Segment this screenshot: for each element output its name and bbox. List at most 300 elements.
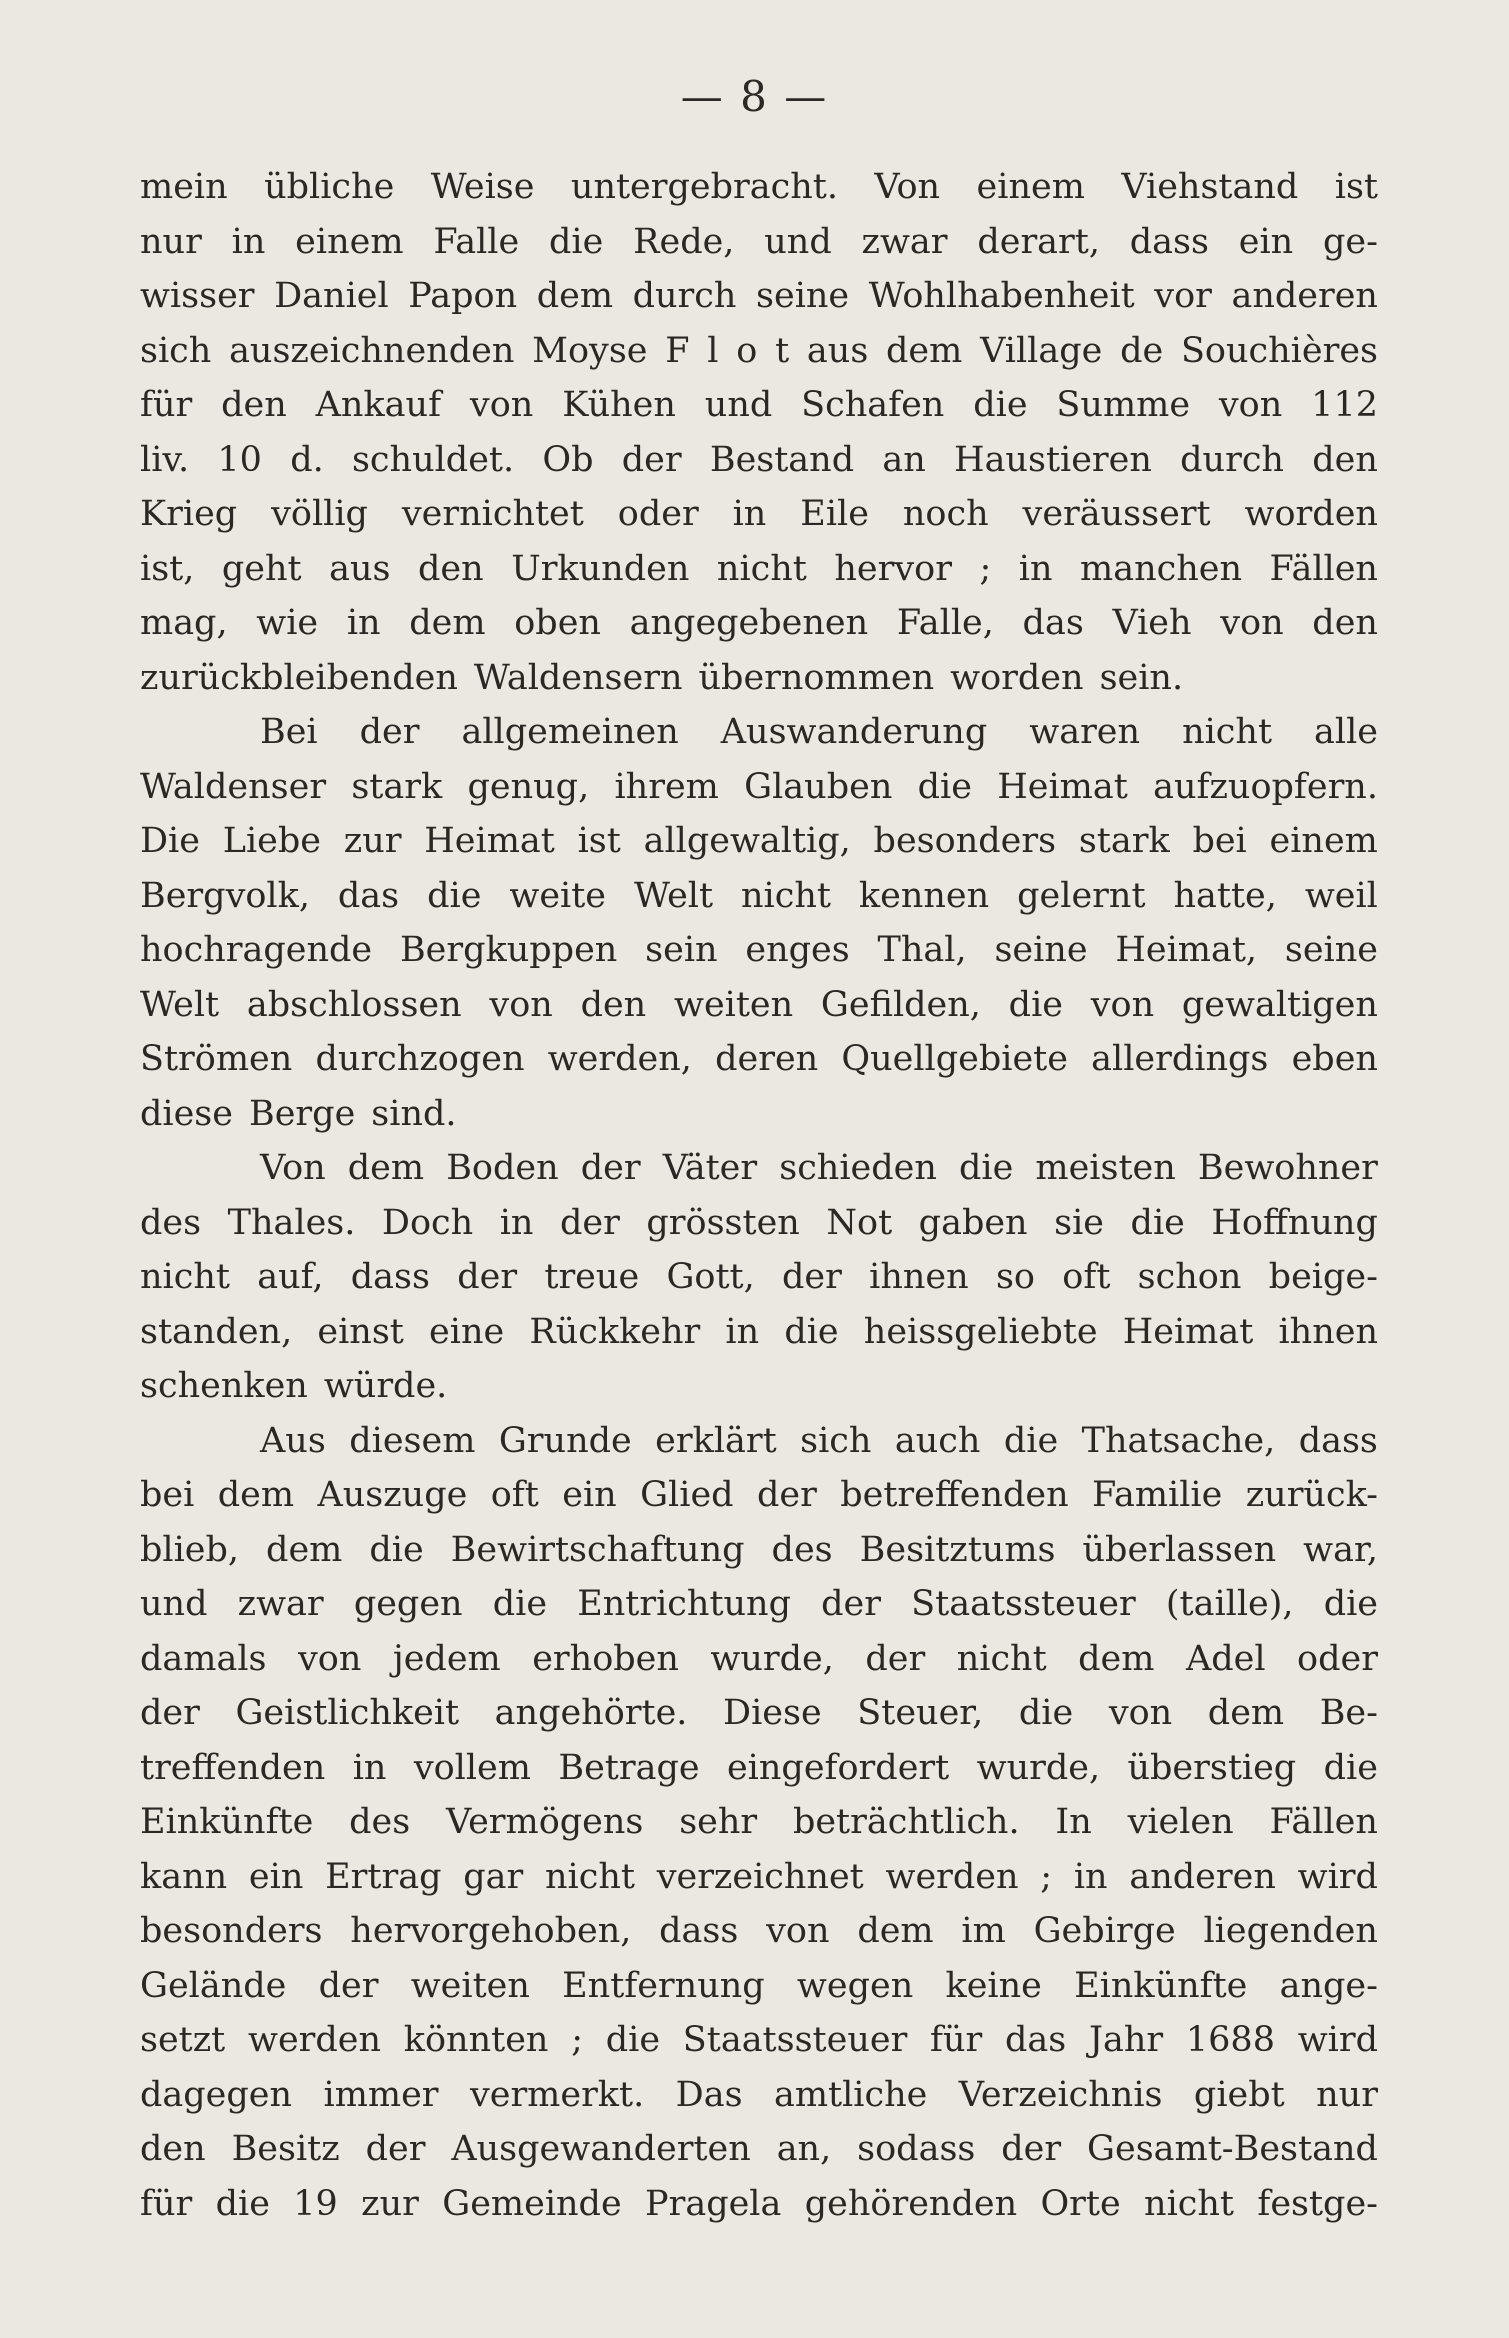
word: Heimat bbox=[424, 821, 555, 861]
word: Pragela bbox=[645, 2183, 782, 2224]
text-line bbox=[140, 1305, 1378, 1360]
word: wisser bbox=[140, 276, 255, 316]
word: die bbox=[1003, 1420, 1059, 1461]
word: an bbox=[882, 439, 926, 480]
word: für bbox=[140, 385, 193, 425]
word: vollem bbox=[413, 1747, 531, 1788]
word: den bbox=[418, 548, 484, 589]
word: Not bbox=[826, 1202, 893, 1243]
word: besonders bbox=[873, 821, 1057, 861]
word: ist bbox=[1334, 167, 1378, 207]
word: durchzogen bbox=[315, 1039, 525, 1079]
word: des bbox=[349, 1802, 411, 1842]
word: 1688 bbox=[1185, 2020, 1275, 2060]
word: manchen bbox=[1080, 548, 1243, 589]
word: eingefordert bbox=[726, 1747, 950, 1788]
word: hatte, bbox=[1173, 875, 1277, 916]
text-line bbox=[140, 324, 1378, 379]
word: alle bbox=[1314, 712, 1378, 752]
text-line bbox=[140, 705, 1378, 760]
word: Rückkehr bbox=[529, 1311, 701, 1352]
word: auch bbox=[894, 1420, 981, 1461]
word: dem bbox=[1078, 1638, 1155, 1679]
word: Orte bbox=[1040, 2183, 1121, 2224]
word: in bbox=[1018, 548, 1053, 589]
text-line bbox=[140, 2122, 1378, 2177]
text-line bbox=[140, 1414, 1378, 1469]
word: Diese bbox=[723, 1693, 822, 1733]
word: Moyse bbox=[532, 330, 648, 371]
word: des bbox=[771, 1529, 833, 1570]
word: die bbox=[959, 1148, 1014, 1188]
word: allgewaltig, bbox=[643, 821, 851, 861]
word: 19 bbox=[293, 2183, 338, 2224]
word: waren bbox=[1029, 712, 1141, 752]
text-line bbox=[140, 542, 1378, 597]
text-line bbox=[140, 487, 1378, 542]
word: l bbox=[707, 330, 719, 371]
word: Staatssteuer bbox=[682, 2020, 908, 2060]
word: Village bbox=[980, 330, 1103, 371]
word: den bbox=[580, 984, 647, 1025]
word: von bbox=[469, 385, 534, 425]
word: weil bbox=[1304, 875, 1378, 916]
word: schon bbox=[1137, 1257, 1242, 1297]
word: Geistlichkeit bbox=[235, 1693, 460, 1733]
word: weiten bbox=[410, 1965, 530, 2006]
text-line bbox=[140, 1632, 1378, 1687]
word: Bestand bbox=[709, 439, 855, 480]
word: weiten bbox=[673, 984, 794, 1025]
word: der bbox=[1001, 2129, 1062, 2169]
word: nicht bbox=[1144, 2183, 1234, 2224]
word: Ausgewanderten bbox=[451, 2129, 751, 2169]
word: Die bbox=[140, 821, 200, 861]
word: ein bbox=[562, 1475, 617, 1515]
text-line bbox=[140, 1959, 1378, 2014]
word: Ob bbox=[542, 439, 594, 480]
word: gaben bbox=[918, 1202, 1028, 1243]
word: in bbox=[231, 221, 266, 262]
word: sind. bbox=[371, 1093, 457, 1134]
word: besonders bbox=[140, 1911, 323, 1951]
word: Summe bbox=[1056, 385, 1191, 425]
text-line bbox=[140, 1577, 1378, 1632]
word: der bbox=[359, 712, 420, 752]
word: die bbox=[1018, 1693, 1074, 1733]
word: überlassen bbox=[1082, 1529, 1277, 1570]
word: übernommen bbox=[698, 657, 935, 698]
word: mein bbox=[140, 167, 228, 207]
word: die bbox=[605, 2020, 661, 2060]
word: werden, bbox=[547, 1039, 692, 1079]
word: Entrichtung bbox=[577, 1584, 791, 1624]
word: in bbox=[1073, 1856, 1108, 1897]
word: Besitztums bbox=[859, 1529, 1056, 1570]
word: deren bbox=[715, 1039, 819, 1079]
word: Ertrag bbox=[325, 1856, 442, 1897]
word: treffenden bbox=[140, 1747, 326, 1788]
word: Heimat bbox=[1122, 1311, 1254, 1352]
word: betreffenden bbox=[840, 1475, 1069, 1515]
word: Gebirge bbox=[1033, 1911, 1176, 1951]
word: Viehstand bbox=[1121, 167, 1299, 207]
word: dagegen bbox=[140, 2074, 293, 2115]
word: keine bbox=[945, 1965, 1042, 2006]
word: o bbox=[736, 330, 758, 371]
word: der bbox=[318, 1965, 379, 2006]
word: Betrage bbox=[558, 1747, 700, 1788]
word: Glied bbox=[640, 1475, 734, 1515]
word: im bbox=[961, 1911, 1006, 1951]
word: durch bbox=[632, 276, 737, 316]
word: nur bbox=[1316, 2074, 1378, 2115]
word: bei bbox=[1192, 821, 1247, 861]
word: enges bbox=[745, 930, 850, 970]
word: in bbox=[499, 1202, 534, 1243]
word: t bbox=[775, 330, 790, 371]
word: schieden bbox=[779, 1148, 937, 1188]
word: zur bbox=[361, 2183, 419, 2224]
word: Schafen bbox=[801, 385, 945, 425]
word: vernichtet bbox=[401, 494, 584, 534]
word: noch bbox=[902, 494, 989, 534]
word: meisten bbox=[1035, 1148, 1176, 1188]
word: Thal, bbox=[877, 930, 967, 970]
word: sich bbox=[140, 330, 212, 371]
word: ihnen bbox=[869, 1257, 969, 1297]
word: überstieg bbox=[1127, 1747, 1297, 1788]
word: der bbox=[140, 1693, 200, 1733]
word: nur bbox=[140, 221, 202, 262]
word: wurde, bbox=[710, 1638, 834, 1679]
word: den bbox=[221, 385, 287, 425]
word: werden bbox=[247, 2020, 382, 2060]
word: einst bbox=[317, 1311, 404, 1352]
text-line bbox=[140, 1850, 1378, 1905]
word: war, bbox=[1303, 1529, 1378, 1570]
word: nicht bbox=[741, 875, 831, 916]
word: Berge bbox=[249, 1093, 356, 1134]
word: zwar bbox=[861, 221, 948, 262]
word: worden bbox=[1244, 494, 1378, 534]
text-line bbox=[140, 433, 1378, 488]
word: ihnen bbox=[1278, 1311, 1378, 1352]
text-line bbox=[140, 1741, 1378, 1796]
word: der bbox=[821, 1584, 882, 1624]
word: anderen bbox=[1129, 1856, 1276, 1897]
word: nicht bbox=[716, 548, 807, 589]
word: die bbox=[427, 875, 482, 916]
word: aus bbox=[329, 548, 391, 589]
word: und bbox=[704, 385, 773, 425]
word: der bbox=[580, 1148, 641, 1188]
word: der bbox=[782, 1257, 842, 1297]
word: oder bbox=[617, 494, 699, 534]
text-line bbox=[140, 1196, 1378, 1251]
word: der bbox=[865, 1638, 926, 1679]
word: beige- bbox=[1268, 1257, 1378, 1297]
word: seine bbox=[994, 930, 1088, 970]
text-line bbox=[140, 378, 1378, 433]
word: übliche bbox=[264, 167, 395, 207]
word: giebt bbox=[1193, 2074, 1285, 2115]
word: auszeichnenden bbox=[229, 330, 515, 371]
word: seine bbox=[1284, 930, 1378, 970]
word: kann bbox=[140, 1856, 228, 1897]
word: einem bbox=[295, 221, 404, 262]
word: ein bbox=[248, 1856, 304, 1897]
word: Thatsache, bbox=[1081, 1420, 1276, 1461]
word: hochragende bbox=[140, 930, 373, 970]
word: hervorgehoben, bbox=[350, 1911, 632, 1951]
word: sehr bbox=[679, 1802, 758, 1842]
text-line bbox=[140, 1087, 1378, 1142]
word: Boden bbox=[446, 1148, 559, 1188]
text-line bbox=[140, 215, 1378, 270]
word: Weise bbox=[430, 167, 535, 207]
word: sodass bbox=[857, 2129, 976, 2169]
word: Urkunden bbox=[511, 548, 690, 589]
word: der bbox=[560, 1202, 620, 1243]
word: Welt bbox=[140, 984, 220, 1025]
word: ; bbox=[571, 2020, 583, 2060]
word: de bbox=[1120, 330, 1164, 371]
word: diese bbox=[140, 1093, 233, 1134]
word: den bbox=[140, 2129, 206, 2169]
word: die bbox=[784, 1311, 839, 1352]
word: sein bbox=[645, 930, 718, 970]
word: Fällen bbox=[1269, 1802, 1378, 1842]
word: die bbox=[215, 2183, 270, 2224]
word: Welt bbox=[633, 875, 714, 916]
word: auf, bbox=[257, 1257, 324, 1297]
word: mag, bbox=[140, 603, 228, 643]
word: wird bbox=[1297, 1856, 1378, 1897]
word: Besitz bbox=[231, 2129, 340, 2169]
word: gegen bbox=[353, 1584, 463, 1624]
word: in bbox=[732, 494, 767, 534]
word: stark bbox=[351, 766, 443, 807]
word: ist bbox=[577, 821, 621, 861]
word: vor bbox=[1154, 276, 1212, 316]
word: allerdings bbox=[1091, 1039, 1269, 1079]
word: Wohlhabenheit bbox=[868, 276, 1135, 316]
word: dem bbox=[857, 1911, 934, 1951]
word: vermerkt. bbox=[469, 2074, 645, 2115]
word: grössten bbox=[646, 1202, 800, 1243]
word: Kühen bbox=[562, 385, 676, 425]
word: erhoben bbox=[532, 1638, 679, 1679]
word: ihrem bbox=[614, 766, 719, 807]
word: schuldet. bbox=[351, 439, 515, 480]
word: Papon bbox=[408, 276, 518, 316]
word: den bbox=[1312, 439, 1378, 480]
text-line bbox=[140, 651, 1378, 706]
word: genug, bbox=[467, 766, 590, 807]
word: Einkünfte bbox=[140, 1802, 314, 1842]
word: blieb, bbox=[140, 1529, 240, 1570]
word: zurückbleibenden bbox=[140, 657, 458, 698]
word: Gefilden, bbox=[820, 984, 981, 1025]
word: Einkünfte bbox=[1074, 1965, 1248, 2006]
text-line bbox=[140, 1359, 1378, 1414]
word: oft bbox=[1062, 1257, 1111, 1297]
word: (taille), bbox=[1165, 1584, 1294, 1624]
text-line bbox=[140, 869, 1378, 924]
word: zwar bbox=[237, 1584, 324, 1624]
word: festge- bbox=[1257, 2183, 1378, 2224]
text-line bbox=[140, 760, 1378, 815]
word: d. bbox=[290, 439, 324, 480]
word: der bbox=[756, 1475, 817, 1515]
word: Quellgebiete bbox=[841, 1039, 1068, 1079]
word: Daniel bbox=[274, 276, 389, 316]
word: von bbox=[1218, 385, 1283, 425]
word: Glauben bbox=[744, 766, 893, 807]
word: dass bbox=[1129, 221, 1209, 262]
word: hervor bbox=[834, 548, 952, 589]
text-line bbox=[140, 1904, 1378, 1959]
word: Aus bbox=[260, 1420, 326, 1461]
word: sein. bbox=[1099, 657, 1184, 698]
word: derart, bbox=[977, 221, 1100, 262]
text-line bbox=[140, 923, 1378, 978]
text-line bbox=[140, 978, 1378, 1033]
word: amtliche bbox=[773, 2074, 928, 2115]
word: anderen bbox=[1231, 276, 1378, 316]
word: eben bbox=[1291, 1039, 1378, 1079]
text-line bbox=[140, 1686, 1378, 1741]
word: gar bbox=[463, 1856, 524, 1897]
word: an, bbox=[776, 2129, 832, 2169]
text-line bbox=[140, 2068, 1378, 2123]
text-line bbox=[140, 160, 1378, 215]
word: liv. bbox=[140, 439, 190, 480]
word: Familie bbox=[1092, 1475, 1223, 1515]
word: von bbox=[1220, 603, 1284, 643]
word: nicht bbox=[545, 1856, 635, 1897]
word: In bbox=[1055, 1802, 1092, 1842]
word: Bewohner bbox=[1197, 1148, 1378, 1188]
word: Gott, bbox=[666, 1257, 755, 1297]
word: Eile bbox=[800, 494, 869, 534]
word: die bbox=[917, 766, 972, 807]
word: der bbox=[457, 1257, 518, 1297]
word: verzeichnet bbox=[656, 1856, 864, 1897]
word: dem bbox=[409, 603, 486, 643]
word: und bbox=[140, 1584, 208, 1624]
word: den bbox=[1312, 603, 1378, 643]
word: zur bbox=[343, 821, 402, 861]
word: treue bbox=[544, 1257, 640, 1297]
word: zurück- bbox=[1245, 1475, 1378, 1515]
word: ge- bbox=[1323, 221, 1378, 262]
word: die bbox=[1323, 1747, 1378, 1788]
word: Gemeinde bbox=[442, 2183, 622, 2224]
word: so bbox=[995, 1257, 1036, 1297]
word: Grunde bbox=[498, 1420, 632, 1461]
word: wie bbox=[256, 603, 319, 643]
word: die bbox=[973, 385, 1028, 425]
word: seine bbox=[756, 276, 850, 316]
word: aufzuopfern. bbox=[1153, 766, 1378, 807]
word: einem bbox=[1269, 821, 1378, 861]
word: kennen bbox=[858, 875, 990, 916]
word: nicht bbox=[140, 1257, 230, 1297]
word: jedem bbox=[392, 1638, 501, 1679]
word: Von bbox=[874, 167, 941, 207]
word: liegenden bbox=[1203, 1911, 1378, 1951]
word: geht bbox=[221, 548, 302, 589]
word: damals bbox=[140, 1638, 267, 1679]
word: F bbox=[665, 330, 690, 371]
body-text bbox=[140, 160, 1378, 2231]
word: setzt bbox=[140, 2020, 226, 2060]
word: von bbox=[297, 1638, 362, 1679]
page-number: — 8 — bbox=[680, 72, 829, 121]
word: aus bbox=[806, 330, 869, 371]
word: eine bbox=[429, 1311, 505, 1352]
word: Adel bbox=[1185, 1638, 1266, 1679]
word: die bbox=[1130, 1202, 1185, 1243]
word: Steuer, bbox=[857, 1693, 984, 1733]
word: gehörenden bbox=[804, 2183, 1018, 2224]
text-line bbox=[140, 1795, 1378, 1850]
word: Jahr bbox=[1088, 2020, 1164, 2060]
word: die bbox=[369, 1529, 424, 1570]
word: ; bbox=[979, 548, 992, 589]
text-line bbox=[140, 1032, 1378, 1087]
word: Liebe bbox=[222, 821, 322, 861]
word: Falle bbox=[433, 221, 520, 262]
word: von bbox=[1108, 1693, 1173, 1733]
word: der bbox=[365, 2129, 426, 2169]
word: Bei bbox=[260, 712, 318, 752]
word: angehörte. bbox=[494, 1693, 688, 1733]
word: Bewirtschaftung bbox=[450, 1529, 745, 1570]
word: standen, bbox=[140, 1311, 293, 1352]
word: in bbox=[352, 1747, 387, 1788]
word: sie bbox=[1054, 1202, 1105, 1243]
word: oft bbox=[490, 1475, 539, 1515]
word: erklärt bbox=[655, 1420, 777, 1461]
text-line bbox=[140, 1523, 1378, 1578]
word: abschlossen bbox=[246, 984, 462, 1025]
word: Heimat, bbox=[1115, 930, 1258, 970]
word: Bergkuppen bbox=[399, 930, 618, 970]
word: Auswanderung bbox=[720, 712, 988, 752]
word: dass bbox=[1298, 1420, 1378, 1461]
word: weite bbox=[509, 875, 607, 916]
word: von bbox=[766, 1911, 830, 1951]
word: von bbox=[1090, 984, 1155, 1025]
word: werden bbox=[885, 1856, 1019, 1897]
word: dem bbox=[1207, 1693, 1285, 1733]
word: das bbox=[337, 875, 400, 916]
word: Ankauf bbox=[315, 385, 442, 425]
text-line bbox=[140, 1468, 1378, 1523]
word: der bbox=[621, 439, 682, 480]
word: wurde, bbox=[976, 1747, 1101, 1788]
word: Staatssteuer bbox=[911, 1584, 1136, 1624]
word: worden bbox=[950, 657, 1084, 698]
word: Vermögens bbox=[446, 1802, 644, 1842]
word: Strömen bbox=[140, 1039, 293, 1079]
word: Bergvolk, bbox=[140, 875, 310, 916]
word: Waldensern bbox=[473, 657, 683, 698]
word: allgemeinen bbox=[461, 712, 679, 752]
